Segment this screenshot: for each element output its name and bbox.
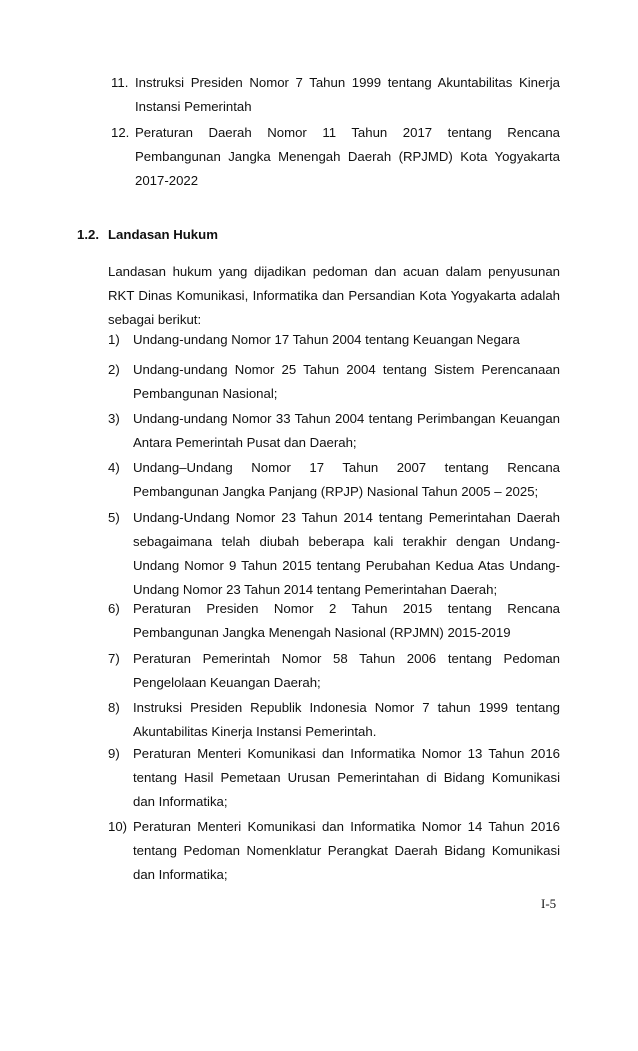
law-item xyxy=(108,456,560,504)
law-item-text: Peraturan Menteri Komunikasi dan Informatika Nomor 14 Tahun 2016 tentang Pedoman Nomenklatur Perangkat Daerah Bidang Komunikasi dan Informatika; xyxy=(133,819,560,882)
law-item-number: 6) xyxy=(108,601,120,616)
law-item-number: 10) xyxy=(108,819,128,834)
law-item-number: 9) xyxy=(108,746,120,761)
law-item-text: Undang-undang Nomor 17 Tahun 2004 tentang Keuangan Negara xyxy=(133,332,520,347)
law-item-number: 8) xyxy=(108,700,120,715)
law-item-text: Peraturan Menteri Komunikasi dan Informatika Nomor 13 Tahun 2016 tentang Hasil Pemetaan Urusan Pemerintahan di Bidang Komunikasi dan Informatika; xyxy=(133,746,560,809)
law-item-number: 4) xyxy=(108,460,120,475)
law-item xyxy=(108,647,560,695)
law-item-text: Undang-undang Nomor 33 Tahun 2004 tentang Perimbangan Keuangan Antara Pemerintah Pusat dan Daerah; xyxy=(133,411,560,450)
law-item xyxy=(108,597,560,645)
law-item-number: 2) xyxy=(108,362,120,377)
law-item-text: Undang-undang Nomor 25 Tahun 2004 tentang Sistem Perencanaan Pembangunan Nasional; xyxy=(133,362,560,401)
law-item-number: 7) xyxy=(108,651,120,666)
page-number: I-5 xyxy=(541,896,557,911)
intro-paragraph: Landasan hukum yang dijadikan pedoman dan acuan dalam penyusunan RKT Dinas Komunikasi, Informatika dan Persandian Kota Yogyakarta adalah sebagai berikut: xyxy=(108,264,560,327)
section-title: Landasan Hukum xyxy=(108,227,218,242)
law-item-text: Undang–Undang Nomor 17 Tahun 2007 tentang Rencana Pembangunan Jangka Panjang (RPJP) Nasional Tahun 2005 – 2025; xyxy=(133,460,560,499)
law-item xyxy=(108,328,560,352)
law-item xyxy=(108,358,560,406)
list-item-text: Instruksi Presiden Nomor 7 Tahun 1999 tentang Akuntabilitas Kinerja Instansi Pemerintah xyxy=(135,75,560,114)
law-item-text: Instruksi Presiden Republik Indonesia Nomor 7 tahun 1999 tentang Akuntabilitas Kinerja Instansi Pemerintah. xyxy=(133,700,560,739)
law-item-number: 5) xyxy=(108,510,120,525)
law-item xyxy=(108,696,560,744)
law-item-text: Undang-Undang Nomor 23 Tahun 2014 tentang Pemerintahan Daerah sebagaimana telah diubah beberapa kali terakhir dengan Undang-Undang Nomor 9 Tahun 2015 tentang Perubahan Kedua Atas Undang-Undang Nomor 23 Tahun 2014 tentang Pemerintahan Daerah; xyxy=(133,510,560,597)
law-item xyxy=(108,506,560,602)
list-item xyxy=(111,71,560,119)
list-item-number: 12. xyxy=(111,125,130,140)
law-item-text: Peraturan Presiden Nomor 2 Tahun 2015 tentang Rencana Pembangunan Jangka Menengah Nasional (RPJMN) 2015-2019 xyxy=(133,601,560,640)
list-item-number: 11. xyxy=(111,75,129,90)
list-item-text: Peraturan Daerah Nomor 11 Tahun 2017 tentang Rencana Pembangunan Jangka Menengah Daerah (RPJMD) Kota Yogyakarta 2017-2022 xyxy=(135,125,560,188)
section-number: 1.2. xyxy=(77,227,99,242)
law-item-text: Peraturan Pemerintah Nomor 58 Tahun 2006 tentang Pedoman Pengelolaan Keuangan Daerah; xyxy=(133,651,560,690)
list-item xyxy=(111,121,560,193)
law-item-number: 3) xyxy=(108,411,120,426)
law-item xyxy=(108,407,560,455)
section-heading xyxy=(77,225,218,245)
law-item-number: 1) xyxy=(108,332,120,347)
law-item xyxy=(108,742,560,814)
law-item xyxy=(108,815,560,887)
